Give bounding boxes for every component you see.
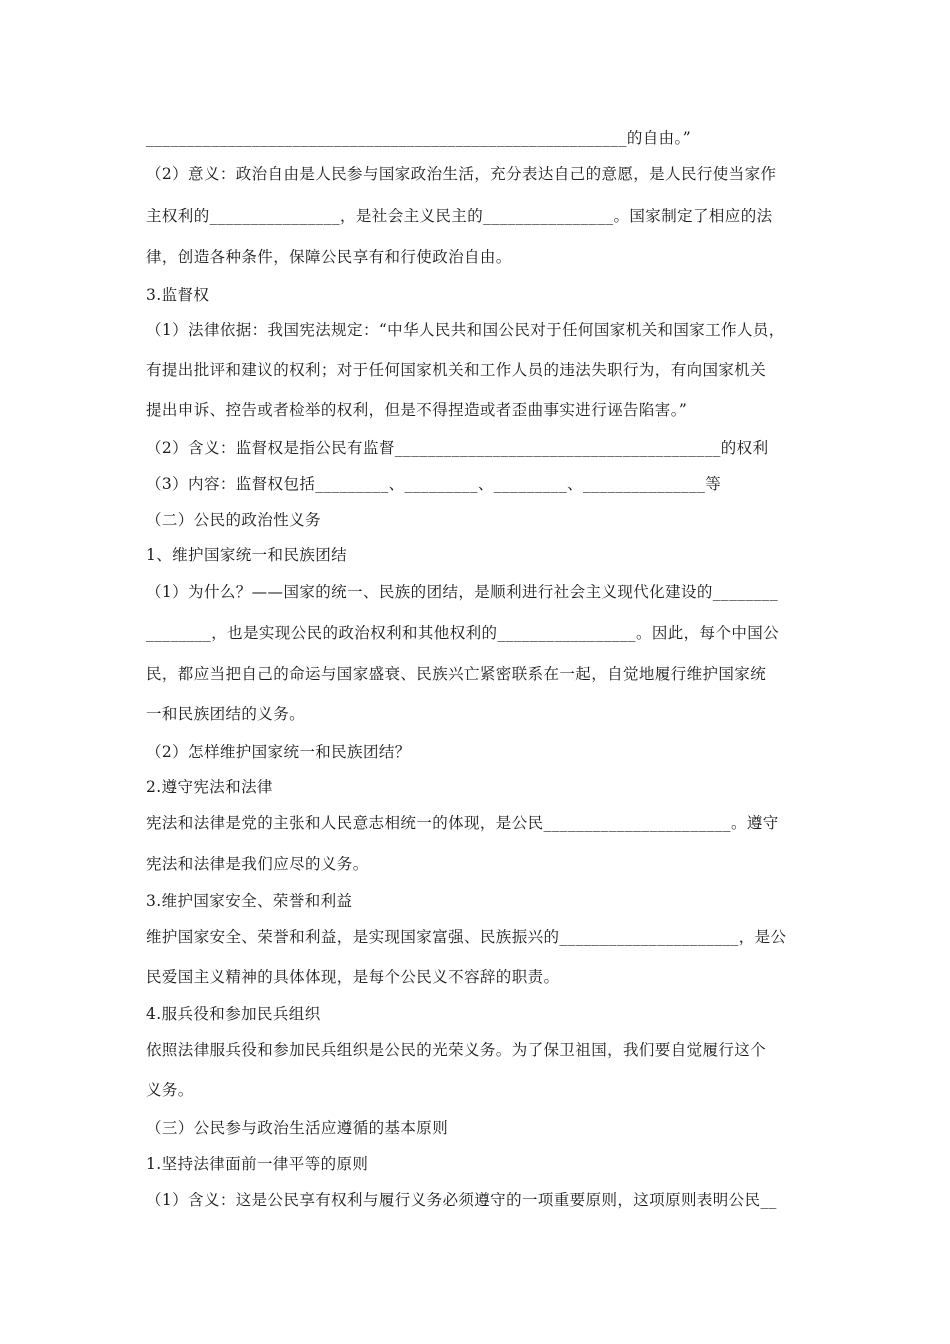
text-line: （3）内容：监督权包括_________、_________、_________、_______________等 [146,475,722,493]
section-heading: 3.维护国家安全、荣誉和利益 [146,892,353,910]
text-line: 有提出批评和建议的权利；对于任何国家机关和工作人员的违法失职行为，有向国家机关 [146,361,767,379]
text-line: （1）为什么？——国家的统一、民族的团结，是顺利进行社会主义现代化建设的________ [146,583,778,601]
text-line: 义务。 [146,1081,194,1099]
section-heading: （二）公民的政治性义务 [146,511,321,529]
text-line: 一和民族团结的义务。 [146,705,306,723]
text-line: （2）怎样维护国家统一和民族团结？ [146,743,411,761]
text-line: 民爱国主义精神的具体体现，是每个公民义不容辞的职责。 [146,968,560,986]
text-line: 提出申诉、控告或者检举的权利，但是不得捏造或者歪曲事实进行诬告陷害。” [146,401,688,419]
text-line: 民，都应当把自己的命运与国家盛衰、民族兴亡紧密联系在一起，自觉地履行维护国家统 [146,665,767,683]
section-heading: 1、维护国家统一和民族团结 [146,546,348,564]
text-line: 宪法和法律是党的主张和人民意志相统一的体现，是公民_______________________。遵守 [146,814,779,832]
section-heading: 3.监督权 [146,286,210,304]
text-line: （2）意义：政治自由是人民参与国家政治生活，充分表达自己的意愿，是人民行使当家作 [146,165,777,183]
section-heading: 4.服兵役和参加民兵组织 [146,1005,321,1023]
section-heading: 2.遵守宪法和法律 [146,778,273,796]
text-line: （2）含义：监督权是指公民有监督________________________________________的权利 [146,439,769,457]
text-line: （1）含义：这是公民享有权利与履行义务必须遵守的一项重要原则，这项原则表明公民__ [146,1191,777,1209]
section-heading: 1.坚持法律面前一律平等的原则 [146,1155,369,1173]
text-line: 维护国家安全、荣誉和利益，是实现国家富强、民族振兴的______________________，是公 [146,928,787,946]
text-line: 宪法和法律是我们应尽的义务。 [146,855,369,873]
text-line: ___________________________________________________________的自由。” [146,129,692,147]
text-line: （1）法律依据：我国宪法规定：“中华人民共和国公民对于任何国家机关和国家工作人员， [146,321,785,339]
text-line: 主权利的________________，是社会主义民主的________________。国家制定了相应的法 [146,207,773,225]
text-line: 律，创造各种条件，保障公民享有和行使政治自由。 [146,248,512,266]
section-heading: （三）公民参与政治生活应遵循的基本原则 [146,1119,449,1137]
text-line: 依照法律服兵役和参加民兵组织是公民的光荣义务。为了保卫祖国，我们要自觉履行这个 [146,1041,767,1059]
text-line: ________，也是实现公民的政治权利和其他权利的_________________。因此，每个中国公 [146,624,780,642]
